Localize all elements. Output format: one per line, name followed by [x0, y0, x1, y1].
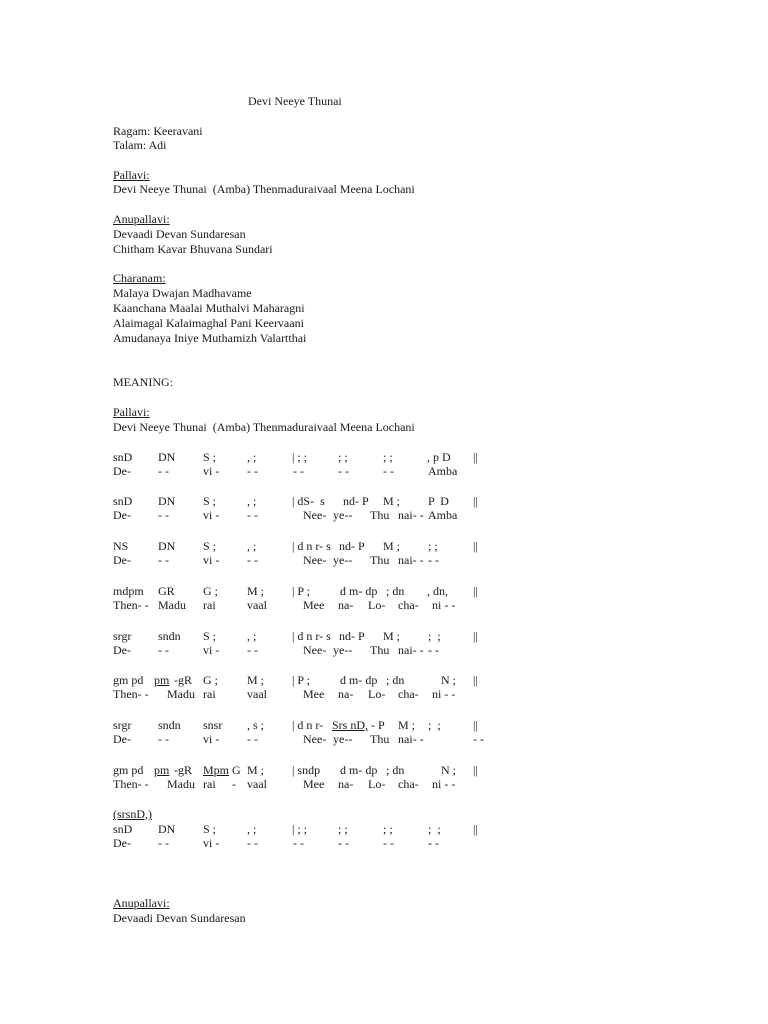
swara-cell: | d n r- s	[292, 629, 331, 643]
sahitya-cell: vi -	[203, 836, 220, 850]
swara-cell: G	[232, 763, 241, 777]
sahitya-cell: - -	[293, 464, 304, 478]
sahitya-cell: nai- -	[398, 508, 424, 522]
swara-cell: | d n r-	[292, 718, 324, 732]
sahitya-cell: - -	[247, 464, 258, 478]
sahitya-cell: Mee	[303, 777, 325, 791]
sahitya-cell: - -	[428, 836, 439, 850]
meaning-pallavi-line: Devi Neeye Thunai (Amba) Thenmaduraivaal Meena Lochani	[113, 420, 415, 434]
swara-cell: -gR	[174, 673, 192, 687]
sahitya-cell: nai- -	[398, 643, 424, 657]
sahitya-cell: ye--	[333, 553, 353, 567]
swara-cell: nd- P	[339, 539, 365, 553]
charanam-heading: Charanam:	[113, 271, 166, 285]
sahitya-cell: cha-	[398, 687, 419, 701]
swara-cell: S ;	[203, 494, 217, 508]
swara-cell: ; dn	[386, 584, 405, 598]
swara-cell: S ;	[203, 822, 217, 836]
sahitya-cell: De-	[113, 553, 131, 567]
sahitya-cell: - -	[158, 732, 169, 746]
sahitya-cell: Thu	[370, 643, 390, 657]
swara-cell: M ;	[398, 718, 416, 732]
swara-cell: , p D	[427, 450, 451, 464]
sahitya-cell: Mee	[303, 598, 325, 612]
swara-cell: M ;	[247, 673, 265, 687]
sahitya-cell: rai	[203, 598, 216, 612]
swara-cell: d m- dp	[340, 673, 378, 687]
anupallavi-line-2: Devaadi Devan Sundaresan	[113, 911, 246, 925]
page-title: Devi Neeye Thunai	[248, 94, 342, 108]
bar-line: ||	[473, 450, 478, 464]
swara-cell: P D	[428, 494, 449, 508]
swara-cell: G ;	[203, 673, 218, 687]
swara-cell: ; ;	[428, 539, 438, 553]
meaning-heading: MEANING:	[113, 375, 173, 389]
charanam-line: Kaanchana Maalai Muthalvi Maharagni	[113, 301, 305, 315]
sahitya-cell: ni - -	[432, 598, 456, 612]
sahitya-cell: - -	[158, 836, 169, 850]
swara-cell: Mpm	[203, 763, 230, 777]
sahitya-cell: Thu	[370, 553, 390, 567]
bar-line: ||	[473, 763, 478, 777]
sahitya-cell: Then- -	[113, 598, 149, 612]
swara-cell: ; ;	[428, 629, 441, 643]
swara-cell: M ;	[383, 539, 401, 553]
swara-cell: snD	[113, 822, 133, 836]
swara-cell: sndn	[158, 718, 181, 732]
sahitya-cell: ye--	[333, 643, 353, 657]
swara-cell: | P ;	[292, 673, 310, 687]
sahitya-cell: - -	[158, 508, 169, 522]
sahitya-cell: Thu	[370, 732, 390, 746]
sahitya-cell: - -	[247, 553, 258, 567]
swara-cell: d m- dp	[340, 763, 378, 777]
swara-cell: | d n r- s	[292, 539, 331, 553]
swara-cell: M ;	[383, 494, 401, 508]
swara-cell: - P	[371, 718, 385, 732]
swara-cell: GR	[158, 584, 175, 598]
charanam-line: Malaya Dwajan Madhavame	[113, 286, 252, 300]
sahitya-cell: - -	[158, 464, 169, 478]
sahitya-cell: - -	[247, 836, 258, 850]
ragam-line: Ragam: Keeravani	[113, 124, 203, 138]
sahitya-cell: na-	[338, 687, 354, 701]
swara-cell: | sndp	[292, 763, 321, 777]
swara-cell: N ;	[441, 673, 456, 687]
sahitya-cell: vi -	[203, 643, 220, 657]
bar-line: ||	[473, 494, 478, 508]
sahitya-cell: Then- -	[113, 687, 149, 701]
swara-cell: snD	[113, 494, 133, 508]
swara-cell: ; ;	[383, 822, 393, 836]
bar-line: ||	[473, 673, 478, 687]
swara-cell: N ;	[441, 763, 456, 777]
swara-cell: S ;	[203, 629, 217, 643]
sahitya-cell: vi -	[203, 732, 220, 746]
swara-cell: , ;	[247, 539, 257, 553]
sahitya-cell: rai	[203, 687, 216, 701]
swara-cell: | ; ;	[292, 450, 308, 464]
sahitya-cell: Amba	[428, 464, 458, 478]
swara-cell: M ;	[383, 629, 401, 643]
swara-cell: , dn,	[427, 584, 448, 598]
swara-cell: | P ;	[292, 584, 310, 598]
sahitya-cell: vaal	[247, 777, 267, 791]
sahitya-cell: ni - -	[432, 777, 456, 791]
sahitya-cell: Amba	[428, 508, 458, 522]
sahitya-cell: -	[232, 777, 236, 791]
swara-cell: srgr	[113, 629, 132, 643]
sahitya-cell: ni - -	[432, 687, 456, 701]
charanam-line: Amudanaya Iniye Muthamizh Valartthai	[113, 331, 307, 345]
sahitya-cell: De-	[113, 732, 131, 746]
sahitya-cell: nai- -	[398, 732, 424, 746]
talam-line: Talam: Adi	[113, 138, 167, 152]
bar-line: ||	[473, 822, 478, 836]
swara-cell: nd- P	[339, 629, 365, 643]
swara-cell: , ;	[247, 822, 257, 836]
swara-cell: Srs nD,	[332, 718, 369, 732]
swara-cell: , ;	[247, 629, 257, 643]
sahitya-cell: na-	[338, 598, 354, 612]
sahitya-cell: - -	[428, 643, 439, 657]
anupallavi-heading: Anupallavi:	[113, 212, 170, 226]
swara-cell: nd- P	[343, 494, 369, 508]
swara-cell: , ;	[247, 450, 257, 464]
swara-cell: pm	[154, 763, 170, 777]
bar-line: ||	[473, 629, 478, 643]
swara-cell: , ;	[247, 494, 257, 508]
sahitya-cell: - -	[247, 732, 258, 746]
bar-line: ||	[473, 584, 478, 598]
sahitya-cell: vi -	[203, 464, 220, 478]
sahitya-cell: cha-	[398, 598, 419, 612]
anupallavi-line: Chitham Kavar Bhuvana Sundari	[113, 242, 273, 256]
bar-line: ||	[473, 539, 478, 553]
swara-cell: , s ;	[247, 718, 265, 732]
swara-cell: -gR	[174, 763, 192, 777]
pallavi-line: Devi Neeye Thunai (Amba) Thenmaduraivaal Meena Lochani	[113, 182, 415, 196]
swara-cell: DN	[158, 822, 176, 836]
swara-cell: gm pd	[113, 763, 144, 777]
swara-cell: mdpm	[113, 584, 144, 598]
sahitya-cell: vaal	[247, 687, 267, 701]
swara-cell: DN	[158, 539, 176, 553]
sahitya-cell: vi -	[203, 508, 220, 522]
sahitya-cell: - -	[428, 553, 439, 567]
swara-annotation: (srsnD,)	[113, 807, 152, 821]
swara-cell: S ;	[203, 539, 217, 553]
sahitya-cell: - -	[338, 464, 349, 478]
swara-cell: | ; ;	[292, 822, 308, 836]
pallavi-heading: Pallavi:	[113, 168, 150, 182]
sahitya-cell: Lo-	[368, 598, 386, 612]
swara-cell: ; ;	[428, 718, 441, 732]
sahitya-cell: Nee-	[303, 732, 327, 746]
bar-line: ||	[473, 718, 478, 732]
swara-cell: ; ;	[338, 450, 348, 464]
anupallavi-line: Devaadi Devan Sundaresan	[113, 227, 246, 241]
swara-cell: S ;	[203, 450, 217, 464]
swara-cell: ; dn	[386, 673, 405, 687]
charanam-line: Alaimagal Kalaimaghal Pani Keervaani	[113, 316, 304, 330]
swara-cell: ; ;	[338, 822, 348, 836]
swara-cell: DN	[158, 450, 176, 464]
sahitya-cell: Mee	[303, 687, 325, 701]
swara-cell: M ;	[247, 584, 265, 598]
swara-cell: snsr	[203, 718, 223, 732]
sahitya-cell: De-	[113, 464, 131, 478]
sahitya-cell: - -	[293, 836, 304, 850]
sahitya-cell: - -	[383, 836, 394, 850]
sahitya-cell: Madu	[158, 598, 186, 612]
sahitya-cell: De-	[113, 836, 131, 850]
sahitya-cell: cha-	[398, 777, 419, 791]
sahitya-cell: - -	[247, 643, 258, 657]
swara-cell: ; ;	[383, 450, 393, 464]
sahitya-cell: - -	[473, 732, 484, 746]
sahitya-cell: Then- -	[113, 777, 149, 791]
sahitya-cell: ye--	[333, 508, 353, 522]
sahitya-cell: De-	[113, 643, 131, 657]
sahitya-cell: rai	[203, 777, 216, 791]
sahitya-cell: Nee-	[303, 508, 327, 522]
sahitya-cell: nai- -	[398, 553, 424, 567]
sahitya-cell: - -	[383, 464, 394, 478]
sahitya-cell: - -	[247, 508, 258, 522]
sahitya-cell: Lo-	[368, 687, 386, 701]
swara-cell: NS	[113, 539, 129, 553]
sahitya-cell: - -	[158, 553, 169, 567]
sahitya-cell: vaal	[247, 598, 267, 612]
sahitya-cell: De-	[113, 508, 131, 522]
swara-cell: DN	[158, 494, 176, 508]
sahitya-cell: Nee-	[303, 553, 327, 567]
meaning-pallavi-heading: Pallavi:	[113, 405, 150, 419]
swara-cell: sndn	[158, 629, 181, 643]
swara-cell: gm pd	[113, 673, 144, 687]
swara-cell: ; dn	[386, 763, 405, 777]
swara-cell: G ;	[203, 584, 218, 598]
sahitya-cell: - -	[338, 836, 349, 850]
swara-cell: ; ;	[428, 822, 441, 836]
sahitya-cell: ye--	[333, 732, 353, 746]
anupallavi-heading-2: Anupallavi:	[113, 896, 170, 910]
swara-cell: srgr	[113, 718, 132, 732]
sahitya-cell: Thu	[370, 508, 390, 522]
sahitya-cell: vi -	[203, 553, 220, 567]
sahitya-cell: Madu	[167, 777, 195, 791]
swara-cell: snD	[113, 450, 133, 464]
sahitya-cell: na-	[338, 777, 354, 791]
sahitya-cell: Lo-	[368, 777, 386, 791]
swara-cell: d m- dp	[340, 584, 378, 598]
swara-cell: M ;	[247, 763, 265, 777]
swara-cell: | dS- s	[292, 494, 325, 508]
sahitya-cell: - -	[158, 643, 169, 657]
sahitya-cell: Nee-	[303, 643, 327, 657]
swara-cell: pm	[154, 673, 170, 687]
sahitya-cell: Madu	[167, 687, 195, 701]
